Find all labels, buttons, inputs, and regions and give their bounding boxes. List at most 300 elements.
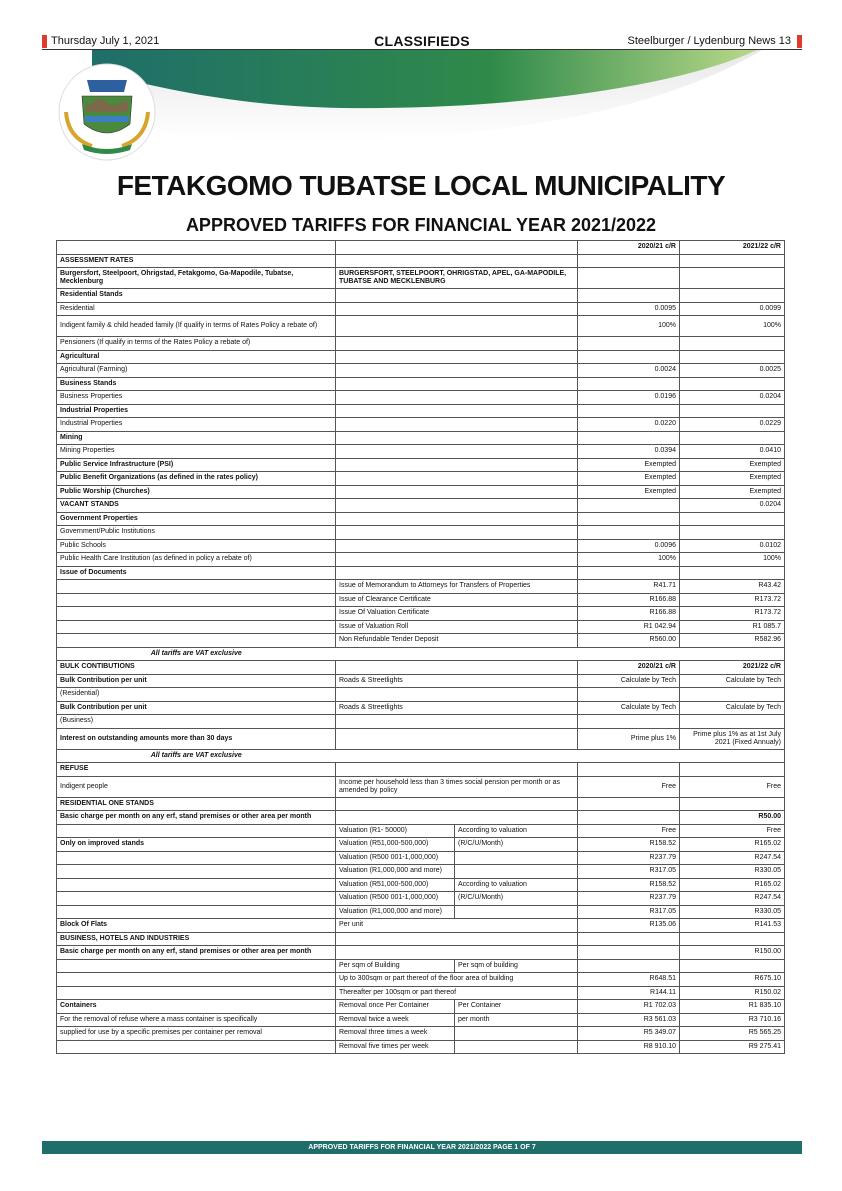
table-cell: R50.00 xyxy=(680,811,785,825)
table-row xyxy=(57,763,785,777)
table-cell: Valuation (R51,000-500,000) xyxy=(336,838,455,852)
table-cell: Issue of Clearance Certificate xyxy=(336,593,578,607)
table-cell xyxy=(336,418,578,432)
table-row xyxy=(57,986,785,1000)
table-cell: R165.02 xyxy=(680,838,785,852)
table-cell: 100% xyxy=(680,553,785,567)
table-cell: Per sqm of building xyxy=(455,959,578,973)
table-cell xyxy=(680,254,785,268)
table-cell xyxy=(336,566,578,580)
table-cell: R317.05 xyxy=(578,865,680,879)
table-cell xyxy=(336,647,785,661)
table-row xyxy=(57,1000,785,1014)
table-cell: Free xyxy=(680,776,785,797)
table-row xyxy=(57,553,785,567)
table-cell xyxy=(680,512,785,526)
table-cell xyxy=(578,404,680,418)
section-name: CLASSIFIEDS xyxy=(374,33,470,49)
table-cell: All tariffs are VAT exclusive xyxy=(57,647,336,661)
table-cell xyxy=(336,797,578,811)
municipal-crest-icon xyxy=(52,62,162,162)
table-cell xyxy=(578,350,680,364)
table-row xyxy=(57,1040,785,1054)
page-subtitle: APPROVED TARIFFS FOR FINANCIAL YEAR 2021/2022 xyxy=(185,215,657,235)
table-cell: R1 702.03 xyxy=(578,1000,680,1014)
table-cell: BUSINESS, HOTELS AND INDUSTRIES xyxy=(57,932,336,946)
table-cell: Up to 300sqm or part thereof of the floor area of building xyxy=(336,973,578,987)
table-cell xyxy=(680,404,785,418)
table-cell xyxy=(455,1040,578,1054)
table-cell xyxy=(336,241,578,255)
table-cell: Prime plus 1% as at 1st July 2021 (Fixed Annualy) xyxy=(680,728,785,749)
table-cell xyxy=(336,445,578,459)
table-cell xyxy=(455,1027,578,1041)
table-row xyxy=(57,302,785,316)
table-cell: Valuation (R51,000-500,000) xyxy=(336,878,455,892)
table-cell: Roads & Streetlights xyxy=(336,674,578,688)
table-cell: R166.88 xyxy=(578,607,680,621)
table-row xyxy=(57,512,785,526)
table-cell: Basic charge per month on any erf, stand premises or other area per month xyxy=(57,811,336,825)
table-cell xyxy=(57,607,336,621)
table-row xyxy=(57,1027,785,1041)
table-row xyxy=(57,661,785,675)
table-cell: Free xyxy=(680,824,785,838)
table-cell xyxy=(578,254,680,268)
table-cell: R5 349.07 xyxy=(578,1027,680,1041)
table-cell xyxy=(578,377,680,391)
table-cell: R247.54 xyxy=(680,892,785,906)
table-cell xyxy=(336,391,578,405)
table-row xyxy=(57,472,785,486)
table-cell: ASSESSMENT RATES xyxy=(57,254,336,268)
table-cell xyxy=(57,851,336,865)
table-cell: R330.05 xyxy=(680,865,785,879)
table-cell xyxy=(680,289,785,303)
table-cell xyxy=(680,337,785,351)
table-cell: 0.0204 xyxy=(680,391,785,405)
table-row xyxy=(57,445,785,459)
table-cell: Exempted xyxy=(578,485,680,499)
table-row xyxy=(57,851,785,865)
table-cell xyxy=(57,634,336,648)
table-row xyxy=(57,391,785,405)
table-cell: All tariffs are VAT exclusive xyxy=(57,749,336,763)
table-cell xyxy=(578,811,680,825)
table-cell: 0.0095 xyxy=(578,302,680,316)
table-cell: R582.96 xyxy=(680,634,785,648)
table-cell: Valuation (R500 001-1,000,000) xyxy=(336,892,455,906)
table-cell xyxy=(578,512,680,526)
table-cell: Issue Of Valuation Certificate xyxy=(336,607,578,621)
table-cell xyxy=(680,268,785,289)
table-cell xyxy=(57,824,336,838)
table-cell xyxy=(680,763,785,777)
table-cell: Exempted xyxy=(680,458,785,472)
table-cell: Residential xyxy=(57,302,336,316)
table-cell: According to valuation xyxy=(455,824,578,838)
table-cell: Indigent family & child headed family (If qualify in terms of Rates Policy a rebate of) xyxy=(57,316,336,337)
table-cell: Per unit xyxy=(336,919,578,933)
table-cell: Free xyxy=(578,776,680,797)
table-row xyxy=(57,485,785,499)
table-cell: R141.53 xyxy=(680,919,785,933)
table-cell xyxy=(336,763,578,777)
table-cell xyxy=(336,661,578,675)
table-row xyxy=(57,919,785,933)
table-row xyxy=(57,377,785,391)
paper-name: Steelburger / Lydenburg News 13 xyxy=(627,35,791,47)
table-cell: R560.00 xyxy=(578,634,680,648)
table-row xyxy=(57,241,785,255)
table-cell: Thereafter per 100sqm or part thereof xyxy=(336,986,578,1000)
table-cell: Non Refundable Tender Deposit xyxy=(336,634,578,648)
table-cell xyxy=(336,254,578,268)
table-cell: Bulk Contribution per unit xyxy=(57,701,336,715)
table-cell: Exempted xyxy=(680,472,785,486)
table-cell: 0.0196 xyxy=(578,391,680,405)
table-cell xyxy=(336,302,578,316)
table-cell: Business Stands xyxy=(57,377,336,391)
table-cell: Indigent people xyxy=(57,776,336,797)
table-cell xyxy=(578,526,680,540)
table-cell: R5 565.25 xyxy=(680,1027,785,1041)
table-row xyxy=(57,431,785,445)
table-cell: Calculate by Tech xyxy=(680,701,785,715)
table-cell: R237.79 xyxy=(578,851,680,865)
table-row xyxy=(57,797,785,811)
table-cell xyxy=(455,865,578,879)
table-row xyxy=(57,418,785,432)
table-cell xyxy=(336,526,578,540)
page-footer: APPROVED TARIFFS FOR FINANCIAL YEAR 2021/2022 PAGE 1 OF 7 xyxy=(42,1141,802,1154)
table-cell: 2020/21 c/R xyxy=(578,241,680,255)
table-cell: Calculate by Tech xyxy=(578,674,680,688)
table-cell: R158.52 xyxy=(578,838,680,852)
table-cell: 0.0229 xyxy=(680,418,785,432)
table-row xyxy=(57,566,785,580)
table-cell xyxy=(578,431,680,445)
table-row xyxy=(57,824,785,838)
table-cell: 0.0099 xyxy=(680,302,785,316)
table-cell: Calculate by Tech xyxy=(680,674,785,688)
table-cell: R135.06 xyxy=(578,919,680,933)
table-cell xyxy=(57,1040,336,1054)
table-cell: Industrial Properties xyxy=(57,404,336,418)
table-cell: 2020/21 c/R xyxy=(578,661,680,675)
table-row xyxy=(57,959,785,973)
table-cell: Exempted xyxy=(578,472,680,486)
table-cell: R173.72 xyxy=(680,607,785,621)
table-cell: Removal once Per Container xyxy=(336,1000,455,1014)
table-row xyxy=(57,892,785,906)
table-cell: Interest on outstanding amounts more than 30 days xyxy=(57,728,336,749)
table-cell: Prime plus 1% xyxy=(578,728,680,749)
table-cell xyxy=(455,851,578,865)
table-cell xyxy=(336,715,578,729)
table-cell: Per sqm of Building xyxy=(336,959,455,973)
table-cell xyxy=(336,364,578,378)
table-row xyxy=(57,865,785,879)
table-cell: R173.72 xyxy=(680,593,785,607)
table-cell: Exempted xyxy=(680,485,785,499)
table-cell: 0.0220 xyxy=(578,418,680,432)
table-cell xyxy=(57,959,336,973)
table-cell: Per Container xyxy=(455,1000,578,1014)
table-cell: Removal three times a week xyxy=(336,1027,455,1041)
table-cell: R1 042.94 xyxy=(578,620,680,634)
table-row xyxy=(57,946,785,960)
table-cell xyxy=(578,715,680,729)
table-cell xyxy=(336,485,578,499)
table-row xyxy=(57,973,785,987)
table-cell: VACANT STANDS xyxy=(57,499,336,513)
table-cell xyxy=(680,350,785,364)
table-cell: (R/C/U/Month) xyxy=(455,838,578,852)
table-row xyxy=(57,499,785,513)
table-cell: R648.51 xyxy=(578,973,680,987)
issue-date: Thursday July 1, 2021 xyxy=(51,35,160,47)
table-cell xyxy=(336,499,578,513)
table-cell xyxy=(336,728,578,749)
table-cell xyxy=(336,946,578,960)
table-cell: Valuation (R1,000,000 and more) xyxy=(336,905,455,919)
table-row xyxy=(57,932,785,946)
table-cell: Burgersfort, Steelpoort, Ohrigstad, Fetakgomo, Ga-Mapodile, Tubatse, Mecklenburg xyxy=(57,268,336,289)
table-row xyxy=(57,838,785,852)
table-cell xyxy=(57,620,336,634)
table-row xyxy=(57,811,785,825)
table-cell: R144.11 xyxy=(578,986,680,1000)
table-cell: R3 561.03 xyxy=(578,1013,680,1027)
page-header xyxy=(42,34,802,50)
table-cell xyxy=(336,316,578,337)
table-cell xyxy=(578,797,680,811)
page-title: FETAKGOMO TUBATSE LOCAL MUNICIPALITY xyxy=(116,170,726,201)
table-cell xyxy=(57,241,336,255)
table-row xyxy=(57,316,785,337)
table-cell: (Residential) xyxy=(57,688,336,702)
table-cell xyxy=(336,811,578,825)
table-cell: Mining Properties xyxy=(57,445,336,459)
table-cell: (R/C/U/Month) xyxy=(455,892,578,906)
table-cell xyxy=(578,566,680,580)
table-cell xyxy=(57,580,336,594)
table-cell xyxy=(336,289,578,303)
table-cell xyxy=(57,593,336,607)
table-cell: Block Of Flats xyxy=(57,919,336,933)
table-cell xyxy=(336,377,578,391)
table-cell xyxy=(578,946,680,960)
table-cell: Residential Stands xyxy=(57,289,336,303)
table-row xyxy=(57,254,785,268)
table-cell: R150.00 xyxy=(680,946,785,960)
table-cell: Pensioners (If qualify in terms of the Rates Policy a rebate of) xyxy=(57,337,336,351)
table-row xyxy=(57,593,785,607)
table-row xyxy=(57,878,785,892)
table-cell xyxy=(336,472,578,486)
table-cell: R330.05 xyxy=(680,905,785,919)
table-cell xyxy=(57,973,336,987)
table-cell xyxy=(578,289,680,303)
table-cell: 0.0410 xyxy=(680,445,785,459)
table-cell xyxy=(680,932,785,946)
table-cell xyxy=(578,932,680,946)
table-row xyxy=(57,364,785,378)
table-cell xyxy=(578,763,680,777)
table-cell: BULK CONTIBUTIONS xyxy=(57,661,336,675)
table-cell: R41.71 xyxy=(578,580,680,594)
table-row xyxy=(57,749,785,763)
table-cell: Exempted xyxy=(578,458,680,472)
table-cell xyxy=(680,797,785,811)
table-cell: R317.05 xyxy=(578,905,680,919)
table-cell xyxy=(336,458,578,472)
table-row xyxy=(57,620,785,634)
table-cell: R158.52 xyxy=(578,878,680,892)
table-cell xyxy=(336,350,578,364)
table-row xyxy=(57,776,785,797)
table-cell: Business Properties xyxy=(57,391,336,405)
table-cell xyxy=(57,878,336,892)
table-cell xyxy=(578,337,680,351)
table-cell xyxy=(680,566,785,580)
table-cell: R9 275.41 xyxy=(680,1040,785,1054)
table-cell: Basic charge per month on any erf, stand premises or other area per month xyxy=(57,946,336,960)
table-row xyxy=(57,701,785,715)
table-cell: Containers xyxy=(57,1000,336,1014)
table-cell: R1 835.10 xyxy=(680,1000,785,1014)
table-cell: According to valuation xyxy=(455,878,578,892)
table-cell: 0.0024 xyxy=(578,364,680,378)
table-cell xyxy=(336,688,578,702)
table-cell: Public Benefit Organizations (as defined in the rates policy) xyxy=(57,472,336,486)
table-cell: R165.02 xyxy=(680,878,785,892)
table-cell: Valuation (R500 001-1,000,000) xyxy=(336,851,455,865)
table-cell xyxy=(578,688,680,702)
table-cell xyxy=(57,865,336,879)
table-cell: 2021/22 c/R xyxy=(680,661,785,675)
table-cell: Valuation (R1,000,000 and more) xyxy=(336,865,455,879)
table-cell: Income per household less than 3 times social pension per month or as amended by policy xyxy=(336,776,578,797)
table-cell: For the removal of refuse where a mass container is specifically xyxy=(57,1013,336,1027)
table-cell: Removal five times per week xyxy=(336,1040,455,1054)
table-cell: 0.0394 xyxy=(578,445,680,459)
table-cell: Calculate by Tech xyxy=(578,701,680,715)
table-row xyxy=(57,539,785,553)
table-row xyxy=(57,404,785,418)
table-cell xyxy=(680,526,785,540)
table-cell: Issue of Memorandum to Attorneys for Transfers of Properties xyxy=(336,580,578,594)
table-cell: 100% xyxy=(578,553,680,567)
table-cell xyxy=(336,431,578,445)
table-cell xyxy=(680,431,785,445)
table-cell: 100% xyxy=(578,316,680,337)
table-cell xyxy=(57,986,336,1000)
table-cell: Removal twice a week xyxy=(336,1013,455,1027)
table-cell: RESIDENTIAL ONE STANDS xyxy=(57,797,336,811)
table-cell: R166.88 xyxy=(578,593,680,607)
table-cell xyxy=(336,512,578,526)
table-cell: Issue of Valuation Roll xyxy=(336,620,578,634)
table-cell: Public Schools xyxy=(57,539,336,553)
table-cell: R247.54 xyxy=(680,851,785,865)
table-row xyxy=(57,289,785,303)
table-row xyxy=(57,715,785,729)
table-cell: Agricultural xyxy=(57,350,336,364)
table-cell: Public Worship (Churches) xyxy=(57,485,336,499)
table-cell: 100% xyxy=(680,316,785,337)
table-cell: R3 710.16 xyxy=(680,1013,785,1027)
table-cell: R43.42 xyxy=(680,580,785,594)
table-cell xyxy=(57,905,336,919)
table-row xyxy=(57,580,785,594)
table-cell xyxy=(336,553,578,567)
table-row xyxy=(57,688,785,702)
right-red-marker xyxy=(797,35,802,48)
table-row xyxy=(57,526,785,540)
table-cell: Issue of Documents xyxy=(57,566,336,580)
table-cell: (Business) xyxy=(57,715,336,729)
table-cell: Public Health Care Institution (as defined in policy a rebate of) xyxy=(57,553,336,567)
table-cell xyxy=(578,959,680,973)
table-row xyxy=(57,1013,785,1027)
table-row xyxy=(57,634,785,648)
table-cell: 0.0204 xyxy=(680,499,785,513)
table-cell xyxy=(336,337,578,351)
table-cell: supplied for use by a specific premises per container per removal xyxy=(57,1027,336,1041)
table-cell: 2021/22 c/R xyxy=(680,241,785,255)
table-cell: Industrial Properties xyxy=(57,418,336,432)
table-cell xyxy=(336,749,785,763)
table-row xyxy=(57,728,785,749)
table-cell: Public Service Infrastructure (PSI) xyxy=(57,458,336,472)
table-cell: R675.10 xyxy=(680,973,785,987)
table-row xyxy=(57,905,785,919)
table-row xyxy=(57,647,785,661)
table-cell: R150.02 xyxy=(680,986,785,1000)
table-cell: Bulk Contribution per unit xyxy=(57,674,336,688)
table-row xyxy=(57,607,785,621)
table-cell xyxy=(336,932,578,946)
table-cell xyxy=(680,377,785,391)
table-cell: Only on improved stands xyxy=(57,838,336,852)
table-cell xyxy=(680,959,785,973)
table-row xyxy=(57,337,785,351)
table-cell: REFUSE xyxy=(57,763,336,777)
table-cell: Valuation (R1- 50000) xyxy=(336,824,455,838)
table-cell: Free xyxy=(578,824,680,838)
table-cell: 0.0025 xyxy=(680,364,785,378)
table-cell xyxy=(578,499,680,513)
table-cell xyxy=(57,892,336,906)
table-row xyxy=(57,458,785,472)
table-cell xyxy=(680,715,785,729)
table-cell xyxy=(455,905,578,919)
table-cell xyxy=(578,268,680,289)
table-row xyxy=(57,674,785,688)
table-cell: 0.0102 xyxy=(680,539,785,553)
table-cell: R237.79 xyxy=(578,892,680,906)
table-row xyxy=(57,350,785,364)
table-cell: Government Properties xyxy=(57,512,336,526)
table-cell: 0.0096 xyxy=(578,539,680,553)
table-cell: Mining xyxy=(57,431,336,445)
table-cell: R8 910.10 xyxy=(578,1040,680,1054)
table-cell xyxy=(336,404,578,418)
table-cell: BURGERSFORT, STEELPOORT, OHRIGSTAD, APEL, GA-MAPODILE, TUBATSE AND MECKLENBURG xyxy=(336,268,578,289)
tariff-table xyxy=(56,240,785,1054)
